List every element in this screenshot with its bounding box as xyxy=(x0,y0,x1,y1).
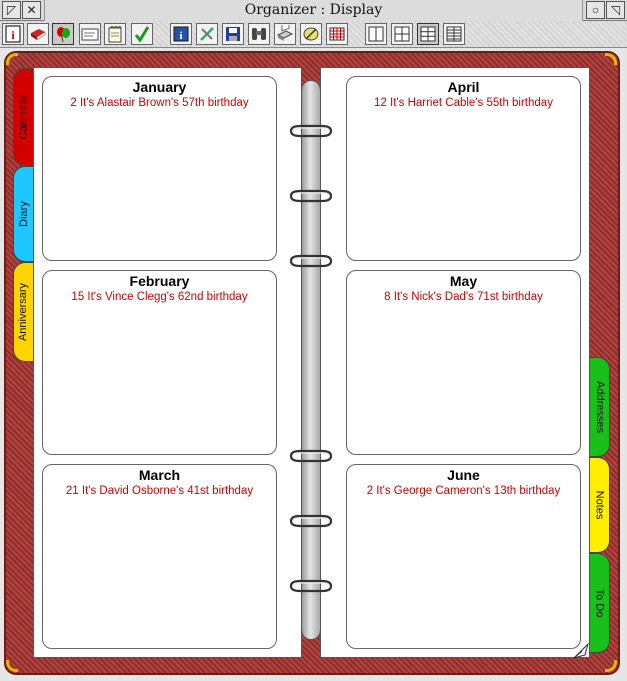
tab-to-do[interactable] xyxy=(590,553,610,653)
toggle-size-icon[interactable]: ◹ xyxy=(606,1,625,19)
binder-spine xyxy=(301,80,321,640)
binder-ring-icon xyxy=(288,124,334,138)
month-name: February xyxy=(129,273,190,289)
balloons-icon xyxy=(54,25,72,43)
layout-six-icon xyxy=(419,25,437,43)
help-icon xyxy=(172,25,190,43)
month-box-march[interactable] xyxy=(42,464,277,649)
layout-four-button[interactable] xyxy=(391,23,413,45)
info-icon xyxy=(4,25,22,43)
tab-diary[interactable] xyxy=(13,166,33,262)
save-icon xyxy=(224,25,242,43)
notes-button[interactable] xyxy=(104,23,126,45)
todo-button[interactable] xyxy=(131,23,153,45)
month-box-may[interactable] xyxy=(346,270,581,455)
save-button[interactable] xyxy=(222,23,244,45)
title-bar xyxy=(0,0,627,21)
layout-list-icon xyxy=(445,25,463,43)
tab-calendar[interactable] xyxy=(13,68,33,166)
tick-icon xyxy=(133,25,151,43)
tab-notes[interactable] xyxy=(590,457,610,553)
tab-label: Addresses xyxy=(593,381,606,433)
book-icon xyxy=(29,25,47,43)
print-button[interactable] xyxy=(274,23,296,45)
month-name: January xyxy=(132,79,187,95)
tab-addresses[interactable] xyxy=(590,357,610,457)
iconise-icon[interactable]: ○ xyxy=(586,1,605,19)
anniversary-entry[interactable]: 15 It's Vince Clegg's 62nd birthday xyxy=(71,291,248,303)
anniversary-entry[interactable]: 12 It's Harriet Cable's 55th birthday xyxy=(374,97,553,109)
binoculars-icon xyxy=(250,25,268,43)
printer-icon xyxy=(276,25,294,43)
month-box-january[interactable] xyxy=(42,76,277,261)
month-name: March xyxy=(138,467,181,483)
month-box-february[interactable] xyxy=(42,270,277,455)
grid-icon xyxy=(328,25,346,43)
close-icon[interactable]: ✕ xyxy=(22,1,41,19)
layout-list-button[interactable] xyxy=(443,23,465,45)
info-button[interactable] xyxy=(2,23,24,45)
grid-view-button[interactable] xyxy=(326,23,348,45)
month-name: April xyxy=(447,79,480,95)
anniversary-entry[interactable]: 2 It's George Cameron's 13th birthday xyxy=(366,485,561,497)
address-card-button[interactable] xyxy=(79,23,101,45)
binder-ring-icon xyxy=(288,514,334,528)
tab-anniversary[interactable] xyxy=(13,262,33,362)
month-box-june[interactable] xyxy=(346,464,581,649)
toolbar xyxy=(0,21,627,48)
layout-six-button[interactable] xyxy=(417,23,439,45)
anniversary-entry[interactable]: 8 It's Nick's Dad's 71st birthday xyxy=(384,291,543,303)
tab-label: To Do xyxy=(593,588,606,618)
tab-label: Anniversary xyxy=(17,282,30,342)
month-box-april[interactable] xyxy=(346,76,581,261)
layout-four-icon xyxy=(393,25,411,43)
binder-ring-icon xyxy=(288,189,334,203)
svg-text:i: i xyxy=(179,30,183,42)
tools-icon xyxy=(198,25,216,43)
layout-two-icon xyxy=(367,25,385,43)
month-name: June xyxy=(447,467,480,483)
card-icon xyxy=(81,25,99,43)
binder-ring-icon xyxy=(288,449,334,463)
back-icon[interactable]: ◸ xyxy=(2,1,21,19)
tab-label: Notes xyxy=(593,490,606,520)
anniversary-entry[interactable]: 21 It's David Osborne's 41st birthday xyxy=(65,485,254,497)
binder-ring-icon xyxy=(288,254,334,268)
anniversary-button[interactable] xyxy=(52,23,74,45)
layout-two-button[interactable] xyxy=(365,23,387,45)
help-button[interactable] xyxy=(170,23,192,45)
edit-button[interactable] xyxy=(300,23,322,45)
notepad-icon xyxy=(106,25,124,43)
window-title[interactable]: Organizer : Display xyxy=(44,0,583,21)
tab-label: Diary xyxy=(17,201,30,227)
month-name: May xyxy=(449,273,478,289)
anniversary-entry[interactable]: 2 It's Alastair Brown's 57th birthday xyxy=(70,97,249,109)
binder-ring-icon xyxy=(288,579,334,593)
page-turn-icon[interactable] xyxy=(573,643,589,659)
search-button[interactable] xyxy=(248,23,270,45)
tab-label: Calendar xyxy=(17,94,30,140)
tools-button[interactable] xyxy=(196,23,218,45)
calendar-book-button[interactable] xyxy=(27,23,49,45)
svg-text:i: i xyxy=(11,28,15,42)
pen-icon xyxy=(302,25,320,43)
